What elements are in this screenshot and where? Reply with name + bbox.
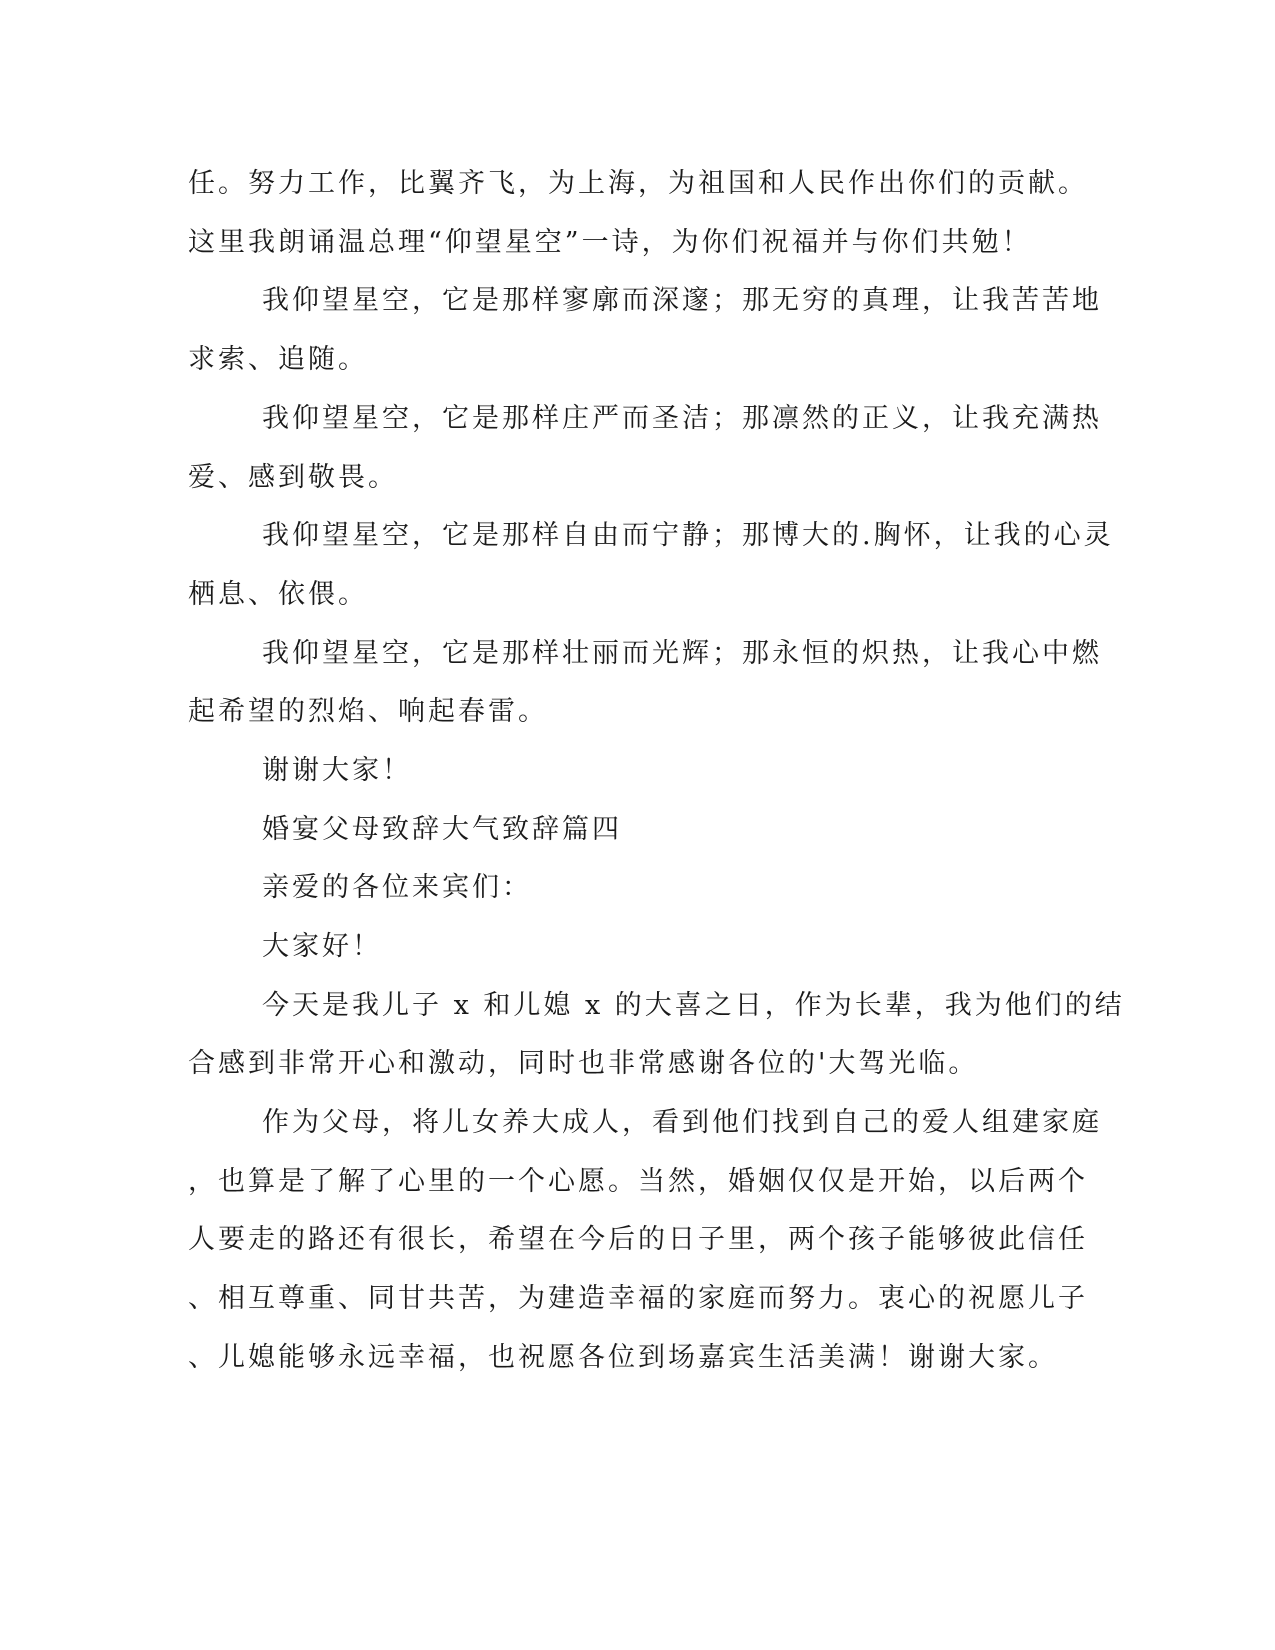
greeting: 大家好！ bbox=[262, 931, 382, 962]
text-line: 栖息、依偎。 bbox=[188, 579, 368, 610]
paragraph-line: 我仰望星空，它是那样寥廓而深邃；那无穷的真理，让我苦苦地 bbox=[262, 285, 1102, 316]
text-line: 、相互尊重、同甘共苦，为建造幸福的家庭而努力。衷心的祝愿儿子 bbox=[188, 1283, 1088, 1314]
text-line: 起希望的烈焰、响起春雷。 bbox=[188, 696, 548, 727]
section-heading: 婚宴父母致辞大气致辞篇四 bbox=[262, 814, 622, 845]
text-line: 人要走的路还有很长，希望在今后的日子里，两个孩子能够彼此信任 bbox=[188, 1224, 1088, 1255]
salutation: 亲爱的各位来宾们： bbox=[262, 872, 532, 903]
text-line: 爱、感到敬畏。 bbox=[188, 462, 398, 493]
paragraph-line: 今天是我儿子 x 和儿媳 x 的大喜之日，作为长辈，我为他们的结 bbox=[262, 990, 1125, 1021]
text-line: 任。努力工作，比翼齐飞，为上海，为祖国和人民作出你们的贡献。 bbox=[188, 168, 1088, 199]
paragraph-line: 我仰望星空，它是那样庄严而圣洁；那凛然的正义，让我充满热 bbox=[262, 403, 1102, 434]
text-line: 合感到非常开心和激动，同时也非常感谢各位的'大驾光临。 bbox=[188, 1048, 979, 1079]
text-line: 、儿媳能够永远幸福，也祝愿各位到场嘉宾生活美满！谢谢大家。 bbox=[188, 1342, 1058, 1373]
text-line: 求索、追随。 bbox=[188, 344, 368, 375]
paragraph-line: 我仰望星空，它是那样壮丽而光辉；那永恒的炽热，让我心中燃 bbox=[262, 638, 1102, 669]
text-line: ，也算是了解了心里的一个心愿。当然，婚姻仅仅是开始，以后两个 bbox=[188, 1166, 1088, 1197]
paragraph-line: 谢谢大家！ bbox=[262, 755, 412, 786]
paragraph-line: 我仰望星空，它是那样自由而宁静；那博大的.胸怀，让我的心灵 bbox=[262, 520, 1114, 551]
paragraph-line: 作为父母，将儿女养大成人，看到他们找到自己的爱人组建家庭 bbox=[262, 1107, 1102, 1138]
text-line: 这里我朗诵温总理“仰望星空”一诗，为你们祝福并与你们共勉！ bbox=[188, 227, 1032, 258]
